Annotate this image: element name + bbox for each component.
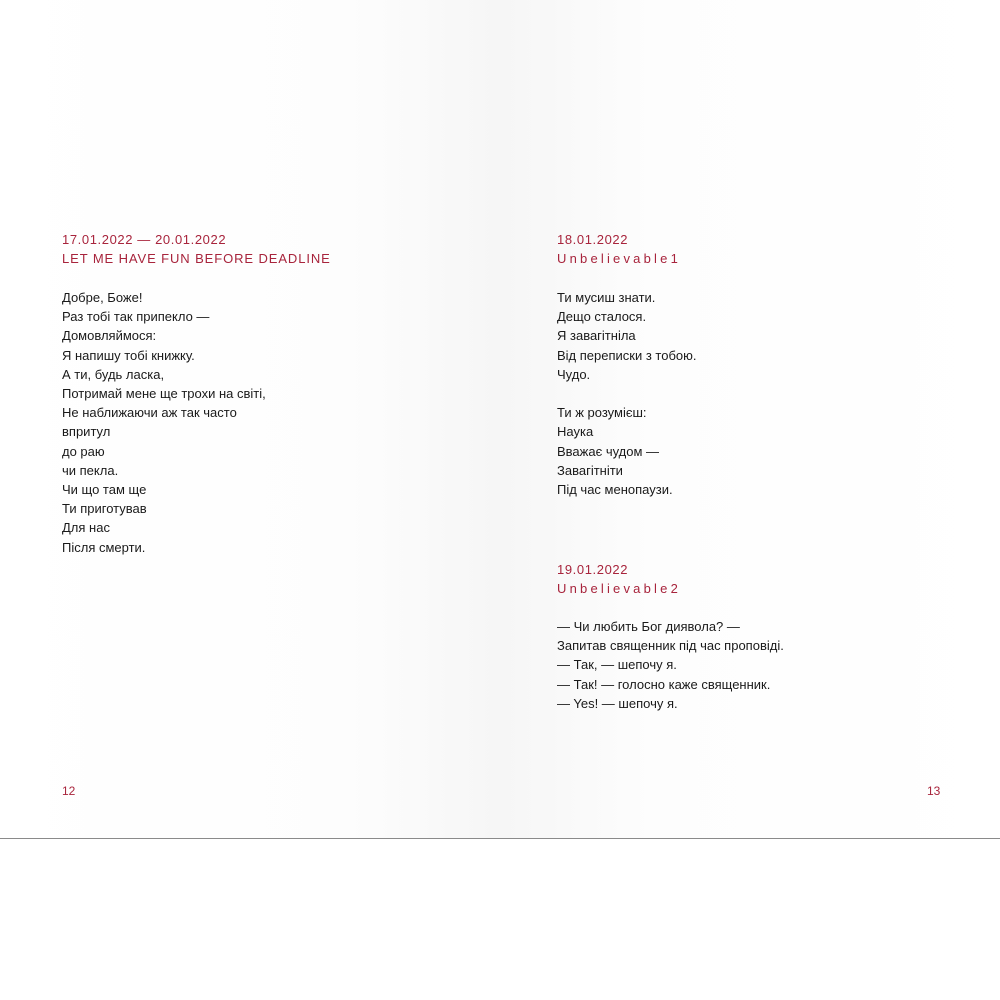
poem-line: Чи що там ще: [62, 482, 147, 498]
right-entry-1-body: [557, 288, 697, 499]
poem-line: Для нас: [62, 520, 110, 536]
poem-line: Чудо.: [557, 366, 591, 382]
poem-line: [557, 384, 697, 403]
poem-line: Ти приготував: [62, 501, 147, 517]
poem-line: — Чи любить Бог диявола? —: [557, 619, 740, 634]
right-entry-2-date: 19.01.2022: [557, 562, 629, 577]
poem-line: Я напишу тобі книжку.: [62, 347, 195, 363]
poem-line: — Так, — шепочу я.: [557, 657, 677, 673]
right-page: [500, 0, 1000, 838]
poem-line: Добре, Боже!: [62, 290, 143, 305]
poem-line: Я завагітніла: [557, 328, 636, 344]
poem-line: Потримай мене ще трохи на світі,: [62, 386, 266, 402]
poem-line: Раз тобі так припекло —: [62, 309, 210, 325]
left-entry-title: LET ME HAVE FUN BEFORE DEADLINE: [62, 251, 331, 266]
poem-line: Під час менопаузи.: [557, 482, 673, 498]
poem-line: впритул: [62, 424, 111, 440]
right-entry-2-header: [557, 560, 681, 598]
page-number-left: 12: [62, 784, 76, 798]
poem-line: — Так! — голосно каже священник.: [557, 676, 771, 692]
poem-line: Ти ж розумієш:: [557, 405, 647, 421]
page-number-right: 13: [927, 784, 941, 798]
poem-line: Після смерти.: [62, 539, 146, 555]
poem-line: — Yes! — шепочу я.: [557, 695, 678, 711]
poem-line: Завагітніти: [557, 462, 623, 478]
right-entry-1-title: Unbelievable1: [557, 251, 681, 266]
poem-line: Не наближаючи аж так часто: [62, 405, 237, 421]
poem-line: Запитав священник під час проповіді.: [557, 638, 784, 654]
left-page: [0, 0, 500, 838]
right-entry-1-date: 18.01.2022: [557, 232, 629, 247]
right-entry-2-body: [557, 617, 784, 713]
poem-line: Ти мусиш знати.: [557, 290, 656, 305]
poem-line: Вважає чудом —: [557, 443, 660, 459]
poem-line: Від переписки з тобою.: [557, 347, 697, 363]
poem-line: до раю: [62, 443, 105, 459]
left-entry-date: 17.01.2022 — 20.01.2022: [62, 232, 227, 247]
poem-line: А ти, будь ласка,: [62, 366, 165, 382]
right-entry-1-header: [557, 230, 681, 268]
right-entry-2-title: Unbelievable2: [557, 581, 681, 596]
book-bottom-edge: [0, 838, 1000, 839]
poem-line: Дещо сталося.: [557, 309, 647, 325]
poem-line: Наука: [557, 424, 594, 440]
poem-line: Домовляймося:: [62, 328, 157, 344]
left-entry-body: [62, 288, 266, 557]
left-entry-header: [62, 230, 331, 268]
poem-line: чи пекла.: [62, 462, 119, 478]
